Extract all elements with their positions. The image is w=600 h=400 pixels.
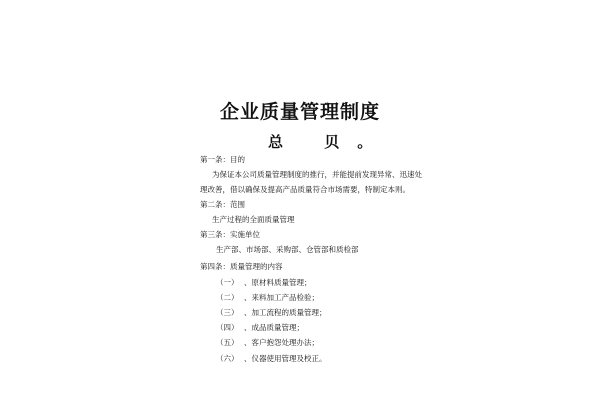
list-item-text: 、原材料质量管理； bbox=[244, 278, 312, 287]
article-4-heading: 第四条：质量管理的内容 bbox=[200, 262, 283, 271]
article-2-heading: 第二条：范围 bbox=[200, 200, 245, 209]
list-item-number: （一） bbox=[216, 278, 239, 287]
article-3-body: 生产部、市场部、采购部、仓管部和质检部 bbox=[216, 245, 359, 254]
list-item-text: 、客户抱怨处理办法； bbox=[244, 338, 319, 347]
list-item-number: （六） bbox=[216, 354, 239, 363]
article-3-heading: 第三条：实施单位 bbox=[200, 230, 260, 239]
list-item-number: （四） bbox=[216, 323, 239, 332]
list-item-number: （五） bbox=[216, 338, 239, 347]
list-item-text: 、来料加工产品检验； bbox=[244, 293, 319, 302]
list-item-text: 、成品质量管理； bbox=[244, 323, 304, 332]
article-1-body-line1: 为保证本公司质量管理制度的推行，并能提前发现异常、迅速处 bbox=[212, 170, 422, 179]
article-2-body: 生产过程的全面质量管理 bbox=[212, 215, 295, 224]
section-title: 总 贝。 bbox=[268, 133, 391, 151]
list-item-number: （二） bbox=[216, 293, 239, 302]
list-item-text: 、加工流程的质量管理； bbox=[244, 308, 327, 317]
list-item-text: 、仪器使用管理及校正。 bbox=[244, 354, 327, 363]
list-item-number: （三） bbox=[216, 308, 239, 317]
document-title: 企业质量管理制度 bbox=[219, 101, 380, 123]
article-1-heading: 第一条：目的 bbox=[200, 155, 245, 164]
article-1-body-line2: 理改善，借以确保及提高产品质量符合市场需要，特制定本则。 bbox=[200, 185, 410, 194]
